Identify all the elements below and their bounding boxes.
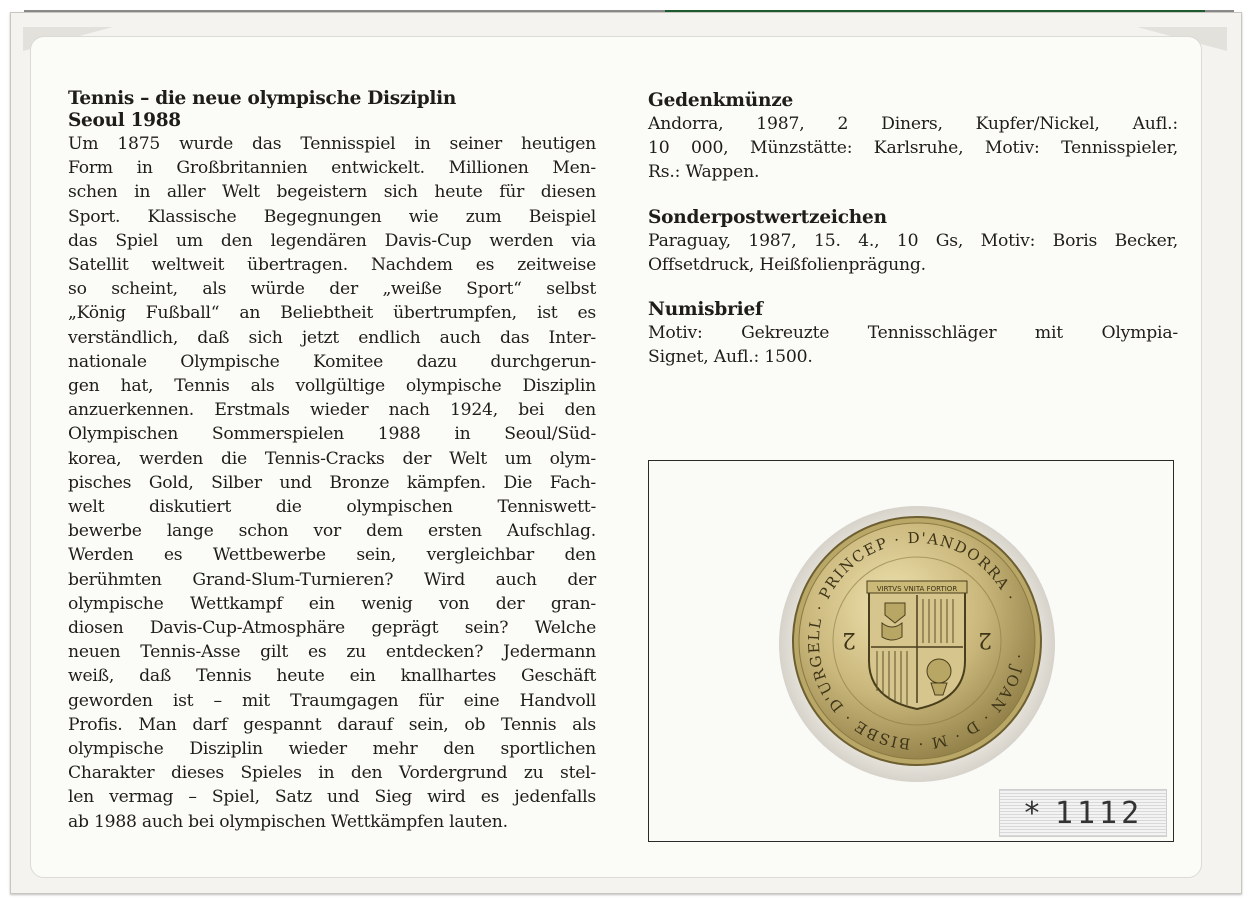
- section-line: Signet, Aufl.: 1500.: [648, 347, 813, 368]
- section-title: Numisbrief: [648, 299, 763, 321]
- article-line: das Spiel um den legendären Davis-Cup werden via: [68, 230, 596, 251]
- details-column: [648, 90, 1178, 391]
- article-line: schen in aller Welt begeistern sich heute für diesen: [68, 182, 596, 203]
- section-line: Motiv: Gekreuzte Tennisschläger mit Olympia-: [648, 323, 1178, 344]
- serial-number-box: [999, 789, 1167, 837]
- article-line: Olympischen Sommerspielen 1988 in Seoul/Süd-: [68, 424, 596, 445]
- article-line: Form in Großbritannien entwickelt. Millionen Men-: [68, 158, 596, 179]
- article-line: pisches Gold, Silber und Bronze kämpfen. Die Fach-: [68, 472, 596, 493]
- article-line: verständlich, daß sich jetzt endlich auch das Inter-: [68, 327, 596, 348]
- coat-of-arms-icon: [867, 581, 967, 709]
- article-heading-line: Tennis – die neue olympische Disziplin: [68, 88, 457, 109]
- article-line: neuen Tennis-Asse gilt es zu entdecken? Jedermann: [68, 642, 596, 663]
- article-line: Satellit weltweit übertragen. Nachdem es zeitweise: [68, 255, 596, 276]
- article-line: diosen Davis-Cup-Atmosphäre geprägt sein? Welche: [68, 618, 596, 639]
- section-sonderpostwertzeichen: [648, 207, 1178, 277]
- serial-number: 1112: [1054, 795, 1144, 831]
- section-line: Andorra, 1987, 2 Diners, Kupfer/Nickel, Aufl.:: [648, 114, 1178, 134]
- article-line: Sport. Klassische Begegnungen wie zum Beispiel: [68, 206, 596, 227]
- article-line: Charakter dieses Spieles in den Vordergrund zu stel-: [68, 763, 596, 784]
- article-line: Werden es Wettbewerbe sein, vergleichbar den: [68, 545, 596, 566]
- article-line: so scheint, als würde der „weiße Sport“ selbst: [68, 279, 596, 300]
- article-line: gen hat, Tennis als vollgültige olympische Disziplin: [68, 376, 596, 397]
- section-line: 10 000, Münzstätte: Karlsruhe, Motiv: Tennisspieler,: [648, 138, 1178, 159]
- section-text: [648, 229, 1178, 277]
- article-line: Um 1875 wurde das Tennisspiel in seiner heutigen: [68, 134, 596, 154]
- article-line: ab 1988 auch bei olympischen Wettkämpfen lauten.: [68, 811, 508, 832]
- article-line: olympische Wettkampf ein wenig von der gran-: [68, 593, 596, 614]
- article-body: [68, 132, 596, 834]
- coin-denomination-right: 2: [978, 627, 992, 652]
- article-line: len vermag – Spiel, Satz und Sieg wird es jedenfalls: [68, 787, 596, 808]
- article-line: nationale Olympische Komitee dazu durchgerun-: [68, 351, 596, 372]
- section-line: Paraguay, 1987, 15. 4., 10 Gs, Motiv: Boris Becker,: [648, 230, 1178, 251]
- article-heading-line: Seoul 1988: [68, 110, 181, 131]
- section-gedenkmuenze: [648, 90, 1178, 185]
- section-numisbrief: [648, 299, 1178, 369]
- article-line: Profis. Man darf gespannt darauf sein, ob Tennis als: [68, 714, 596, 735]
- article-line: olympische Disziplin wieder mehr den sportlichen: [68, 739, 596, 760]
- serial-prefix: *: [1022, 795, 1045, 831]
- coin-window: [648, 460, 1174, 842]
- commemorative-coin: [787, 511, 1047, 771]
- article-line: „König Fußball“ an Beliebtheit übertrumpfen, ist es: [68, 303, 596, 324]
- article-line: geworden ist – mit Traumgagen für eine Handvoll: [68, 690, 596, 711]
- section-text: [648, 112, 1178, 185]
- coin-legend-path: · JOAN · D · M · BISBE · D'URGELL · PRINCEP · D'ANDORRA ·: [804, 528, 1029, 754]
- article-line: anzuerkennen. Erstmals wieder nach 1924, bei den: [68, 400, 596, 421]
- section-line: Offsetdruck, Heißfolienprägung.: [648, 254, 926, 275]
- article-line: welt diskutiert die olympischen Tenniswett-: [68, 497, 596, 518]
- section-title: Gedenkmünze: [648, 90, 794, 111]
- coin-shield-motto: VIRTVS VNITA FORTIOR: [876, 585, 958, 593]
- article-column: [68, 88, 596, 834]
- article-line: bewerbe lange schon vor dem ersten Aufschlag.: [68, 521, 596, 542]
- section-title: Sonderpostwertzeichen: [648, 206, 887, 228]
- section-line: Rs.: Wappen.: [648, 162, 760, 183]
- article-line: berühmten Grand-Slum-Turnieren? Wird auch der: [68, 569, 596, 590]
- article-line: korea, werden die Tennis-Cracks der Welt um olym-: [68, 448, 596, 469]
- article-heading: [68, 88, 596, 132]
- section-text: [648, 321, 1178, 369]
- coin-denomination-left: 2: [842, 627, 856, 652]
- article-line: weiß, daß Tennis heute ein knallhartes Geschäft: [68, 666, 596, 687]
